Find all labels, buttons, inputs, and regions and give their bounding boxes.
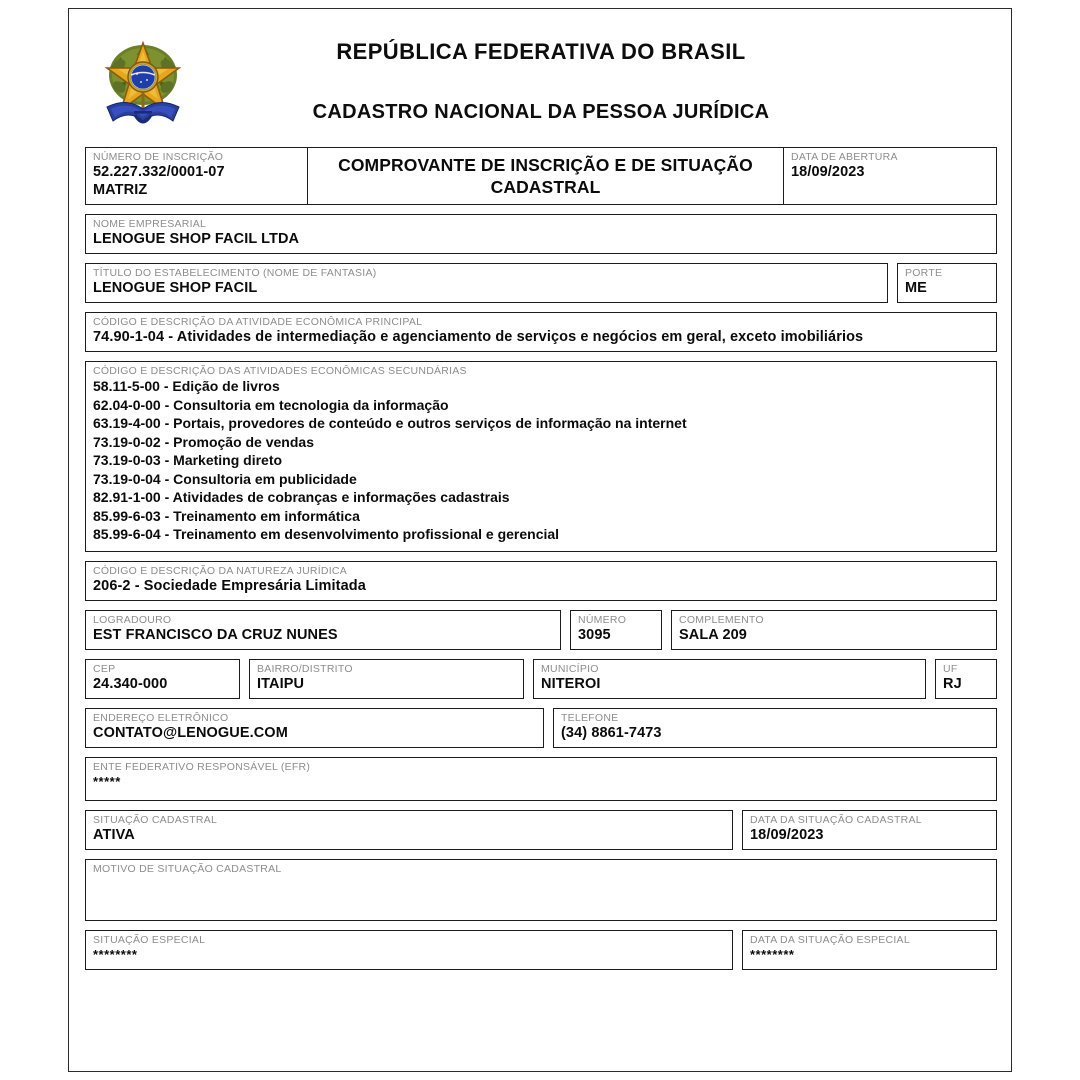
field-value: ***** <box>93 773 121 789</box>
field-municipio <box>533 659 926 699</box>
field-label: MOTIVO DE SITUAÇÃO CADASTRAL <box>93 862 282 875</box>
field-titulo-estabelecimento <box>85 263 888 303</box>
secondary-activity-item: 73.19-0-04 - Consultoria em publicidade <box>93 470 357 487</box>
spacer <box>888 263 897 303</box>
contact-row <box>85 708 997 748</box>
status-badge: ATIVA <box>93 826 135 843</box>
field-value: 18/09/2023 <box>791 164 865 180</box>
field-data-abertura <box>783 147 997 205</box>
field-value: RJ <box>943 675 962 692</box>
field-label: ENTE FEDERATIVO RESPONSÁVEL (EFR) <box>93 760 311 773</box>
field-value: EST FRANCISCO DA CRUZ NUNES <box>93 626 338 643</box>
field-label: LOGRADOURO <box>93 613 172 626</box>
field-bairro <box>249 659 524 699</box>
secondary-activities-row <box>85 361 997 552</box>
field-complemento <box>671 610 997 650</box>
field-label: BAIRRO/DISTRITO <box>257 662 353 675</box>
secondary-activity-item: 85.99-6-04 - Treinamento em desenvolvimento profissional e gerencial <box>93 526 560 542</box>
field-label: NÚMERO <box>578 613 627 626</box>
secondary-activity-list <box>93 377 989 544</box>
registration-status-row <box>85 810 997 850</box>
field-numero <box>570 610 662 650</box>
locality-row <box>85 659 997 699</box>
brazil-coat-of-arms-icon <box>101 35 185 131</box>
comprovante-line-1: COMPROVANTE DE INSCRIÇÃO E DE SITUAÇÃO <box>338 155 753 175</box>
spacer <box>733 930 742 970</box>
field-data-situacao-cadastral <box>742 810 997 850</box>
field-uf <box>935 659 997 699</box>
header-titles <box>85 17 997 124</box>
secondary-activity-item: 85.99-6-03 - Treinamento em informática <box>93 507 360 524</box>
field-label: CÓDIGO E DESCRIÇÃO DAS ATIVIDADES ECONÔMICAS SECUNDÁRIAS <box>93 365 467 377</box>
field-value: ******** <box>750 946 795 962</box>
secondary-activity-item: 73.19-0-02 - Promoção de vendas <box>93 433 314 450</box>
field-value: ME <box>905 280 927 296</box>
street-address-row <box>85 610 997 650</box>
field-value: CONTATO@LENOGUE.COM <box>93 724 288 741</box>
comprovante-line-2: CADASTRAL <box>490 177 601 197</box>
field-label: ENDEREÇO ELETRÔNICO <box>93 711 229 724</box>
primary-activity-row <box>85 312 997 352</box>
spacer <box>926 659 935 699</box>
field-label: MUNICÍPIO <box>541 662 599 675</box>
page-subtitle: CADASTRO NACIONAL DA PESSOA JURÍDICA <box>312 101 770 123</box>
field-value: 3095 <box>578 626 611 643</box>
field-label: NOME EMPRESARIAL <box>93 218 207 230</box>
field-value: ******** <box>93 946 138 962</box>
field-logradouro <box>85 610 561 650</box>
document-body <box>85 17 997 979</box>
page-title: REPÚBLICA FEDERATIVA DO BRASIL <box>336 39 746 64</box>
branch-type-value: MATRIZ <box>93 182 148 198</box>
field-value: (34) 8861-7473 <box>561 724 662 741</box>
spacer <box>240 659 249 699</box>
field-value: 74.90-1-04 - Atividades de intermediação e agenciamento de serviços e negócios em geral, exceto imobiliários <box>93 329 864 345</box>
field-label: CEP <box>93 662 116 675</box>
comprovante-text <box>338 154 753 198</box>
secondary-activity-item: 62.04-0-00 - Consultoria em tecnologia da informação <box>93 396 449 413</box>
status-reason-row <box>85 859 997 921</box>
field-label: SITUAÇÃO ESPECIAL <box>93 933 206 946</box>
field-situacao-cadastral <box>85 810 733 850</box>
field-label: NÚMERO DE INSCRIÇÃO <box>93 151 224 163</box>
field-value: 18/09/2023 <box>750 826 824 843</box>
field-value: 206-2 - Sociedade Empresária Limitada <box>93 577 366 594</box>
field-label: SITUAÇÃO CADASTRAL <box>93 813 218 826</box>
secondary-activity-item: 63.19-4-00 - Portais, provedores de conteúdo e outros serviços de informação na internet <box>93 415 687 431</box>
field-label: UF <box>943 662 958 675</box>
spacer <box>733 810 742 850</box>
field-situacao-especial <box>85 930 733 970</box>
special-status-row <box>85 930 997 970</box>
field-telefone <box>553 708 997 748</box>
field-porte <box>897 263 997 303</box>
field-label: TELEFONE <box>561 711 619 724</box>
field-numero-inscricao <box>85 147 307 205</box>
field-value: NITEROI <box>541 675 601 692</box>
business-name-row <box>85 214 997 254</box>
field-efr <box>85 757 997 801</box>
field-value: SALA 209 <box>679 626 747 643</box>
field-motivo-situacao-cadastral <box>85 859 997 921</box>
secondary-activity-item: 58.11-5-00 - Edição de livros <box>93 378 280 394</box>
spacer <box>561 610 570 650</box>
field-atividade-principal <box>85 312 997 352</box>
field-nome-empresarial <box>85 214 997 254</box>
field-label: COMPLEMENTO <box>679 613 764 626</box>
efr-row <box>85 757 997 801</box>
field-label: CÓDIGO E DESCRIÇÃO DA ATIVIDADE ECONÔMICA PRINCIPAL <box>93 316 423 328</box>
field-label: DATA DE ABERTURA <box>791 151 898 163</box>
field-label: DATA DA SITUAÇÃO ESPECIAL <box>750 933 910 946</box>
cnpj-value: 52.227.332/0001-07 <box>93 164 225 180</box>
trade-name-row <box>85 263 997 303</box>
field-value: ITAIPU <box>257 675 305 692</box>
field-atividades-secundarias <box>85 361 997 552</box>
field-value: LENOGUE SHOP FACIL <box>93 280 258 296</box>
field-label: PORTE <box>905 267 943 279</box>
spacer <box>544 708 553 748</box>
field-value: 24.340-000 <box>93 675 168 692</box>
secondary-activity-item: 73.19-0-03 - Marketing direto <box>93 452 283 468</box>
secondary-activity-item: 82.91-1-00 - Atividades de cobranças e informações cadastrais <box>93 489 510 505</box>
legal-nature-row <box>85 561 997 601</box>
spacer <box>524 659 533 699</box>
field-label: TÍTULO DO ESTABELECIMENTO (NOME DE FANTASIA) <box>93 267 377 279</box>
document-page <box>68 8 1012 1072</box>
spacer <box>662 610 671 650</box>
field-cep <box>85 659 240 699</box>
field-comprovante-title <box>307 147 783 205</box>
field-data-situacao-especial <box>742 930 997 970</box>
registration-header-row <box>85 147 997 205</box>
field-label: CÓDIGO E DESCRIÇÃO DA NATUREZA JURÍDICA <box>93 564 348 577</box>
field-label: DATA DA SITUAÇÃO CADASTRAL <box>750 813 922 826</box>
document-header <box>85 17 997 147</box>
field-natureza-juridica <box>85 561 997 601</box>
field-endereco-eletronico <box>85 708 544 748</box>
field-value: LENOGUE SHOP FACIL LTDA <box>93 231 300 247</box>
